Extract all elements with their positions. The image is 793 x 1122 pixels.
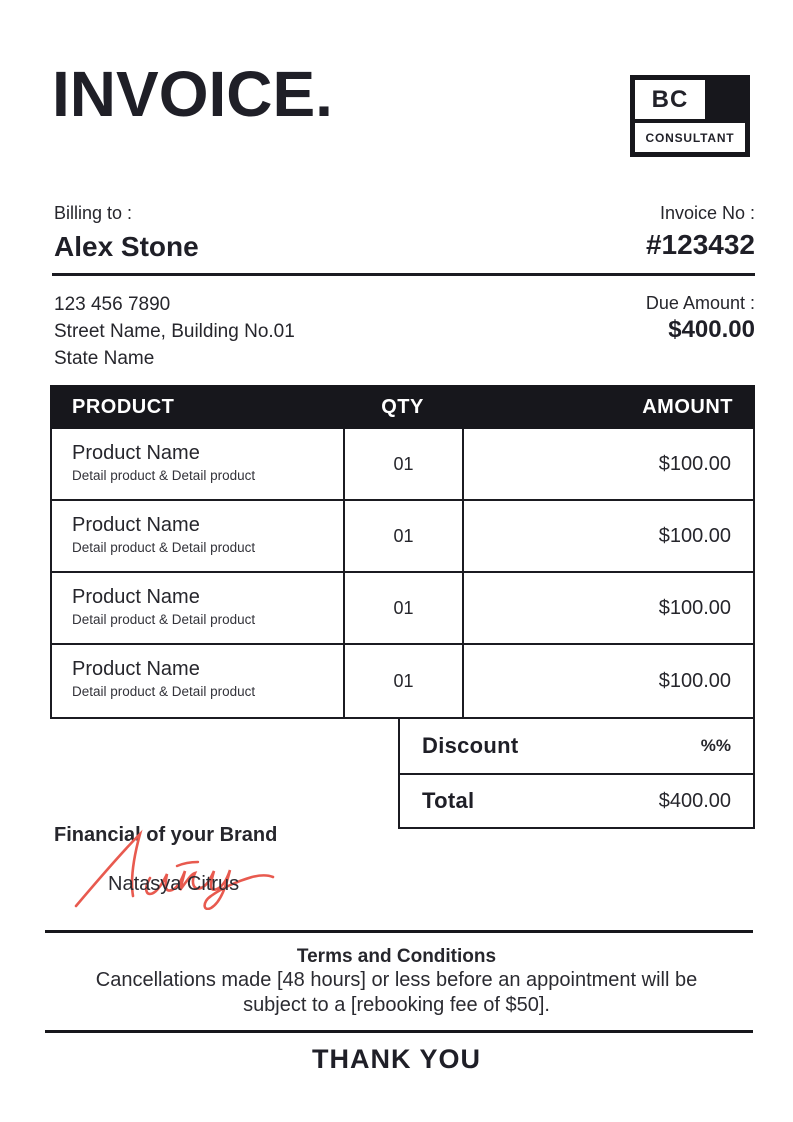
total-value: $400.00 bbox=[658, 789, 731, 812]
invoice-number: #123432 bbox=[645, 229, 755, 260]
product-qty: 01 bbox=[345, 573, 464, 643]
signature-heading: Financial of your Brand bbox=[54, 824, 278, 846]
product-qty: 01 bbox=[345, 645, 464, 717]
terms-title: Terms and Conditions bbox=[296, 946, 497, 967]
total-row bbox=[400, 773, 753, 827]
product-amount: $100.00 bbox=[658, 524, 731, 547]
total-label: Total bbox=[422, 788, 475, 813]
logo-initials: BC bbox=[635, 80, 705, 119]
billing-phone: 123 456 7890 bbox=[54, 294, 171, 315]
items-table-body bbox=[50, 429, 755, 719]
header-qty: QTY bbox=[381, 395, 424, 418]
product-detail: Detail product & Detail product bbox=[72, 540, 256, 555]
product-name: Product Name bbox=[72, 442, 200, 464]
items-table bbox=[50, 385, 755, 719]
billing-name: Alex Stone bbox=[54, 231, 199, 262]
discount-label: Discount bbox=[422, 733, 519, 758]
items-table-header bbox=[50, 385, 755, 429]
product-detail: Detail product & Detail product bbox=[72, 684, 256, 699]
billing-state: State Name bbox=[54, 348, 155, 369]
table-row bbox=[52, 429, 753, 501]
terms-bottom-rule bbox=[45, 1030, 753, 1033]
terms-top-rule bbox=[45, 930, 753, 933]
product-detail: Detail product & Detail product bbox=[72, 612, 256, 627]
product-qty: 01 bbox=[345, 501, 464, 571]
thank-you-text: THANK YOU bbox=[311, 1044, 481, 1074]
invoice-number-label: Invoice No : bbox=[659, 203, 755, 223]
signer-name: Natasya Citrus bbox=[108, 873, 240, 895]
table-row bbox=[52, 501, 753, 573]
terms-line-1: Cancellations made [48 hours] or less before an appointment will be bbox=[95, 969, 698, 991]
header-amount: AMOUNT bbox=[642, 395, 733, 418]
table-row bbox=[52, 645, 753, 717]
terms-line-2: subject to a [rebooking fee of $50]. bbox=[243, 994, 550, 1016]
logo-subtitle: CONSULTANT bbox=[635, 123, 745, 152]
product-amount: $100.00 bbox=[658, 669, 731, 692]
product-name: Product Name bbox=[72, 658, 200, 680]
product-name: Product Name bbox=[72, 514, 200, 536]
due-amount-value: $400.00 bbox=[668, 316, 755, 343]
discount-value: %% bbox=[700, 736, 731, 755]
billing-address: Street Name, Building No.01 bbox=[54, 321, 295, 342]
billing-contact bbox=[54, 291, 295, 372]
summary-box bbox=[398, 717, 755, 829]
header-divider bbox=[52, 273, 755, 276]
brand-logo bbox=[630, 75, 750, 157]
page-title: INVOICE. bbox=[52, 58, 333, 130]
header-product: PRODUCT bbox=[72, 395, 175, 418]
table-row bbox=[52, 573, 753, 645]
product-detail: Detail product & Detail product bbox=[72, 468, 256, 483]
product-name: Product Name bbox=[72, 586, 200, 608]
due-amount-label: Due Amount : bbox=[645, 293, 755, 313]
billing-to-label: Billing to : bbox=[54, 203, 133, 223]
product-amount: $100.00 bbox=[658, 596, 731, 619]
product-amount: $100.00 bbox=[658, 452, 731, 475]
discount-row bbox=[400, 719, 753, 773]
product-qty: 01 bbox=[345, 429, 464, 499]
signature-script-icon bbox=[72, 828, 277, 910]
